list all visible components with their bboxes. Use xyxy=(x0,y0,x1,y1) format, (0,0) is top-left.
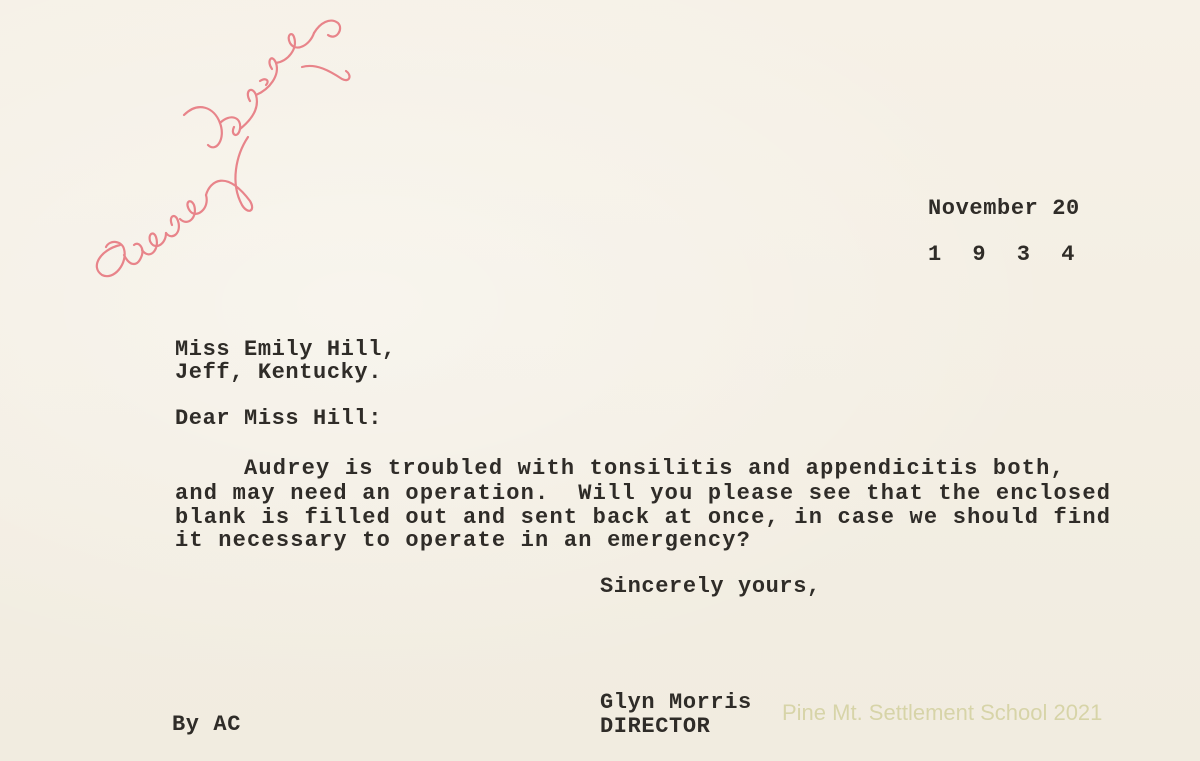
body-line: Audrey is troubled with tonsilitis and appendicitis both, xyxy=(244,456,1065,481)
body-line: it necessary to operate in an emergency? xyxy=(175,528,752,553)
signer-title: DIRECTOR xyxy=(600,714,711,739)
letter-date: November 20 xyxy=(928,196,1080,221)
body-line: blank is filled out and sent back at once, in case we should find xyxy=(175,505,1112,530)
recipient-name: Miss Emily Hill, xyxy=(175,337,396,362)
closing: Sincerely yours, xyxy=(600,574,821,599)
salutation: Dear Miss Hill: xyxy=(175,406,383,431)
signer-name: Glyn Morris xyxy=(600,690,752,715)
body-line: and may need an operation. Will you please see that the enclosed xyxy=(175,481,1112,506)
typist-initials: By AC xyxy=(172,712,242,737)
letter-year: 1 9 3 4 xyxy=(928,242,1084,267)
archive-watermark: Pine Mt. Settlement School 2021 xyxy=(782,700,1103,725)
recipient-address: Jeff, Kentucky. xyxy=(175,360,383,385)
handwritten-name-annotation xyxy=(80,5,370,290)
